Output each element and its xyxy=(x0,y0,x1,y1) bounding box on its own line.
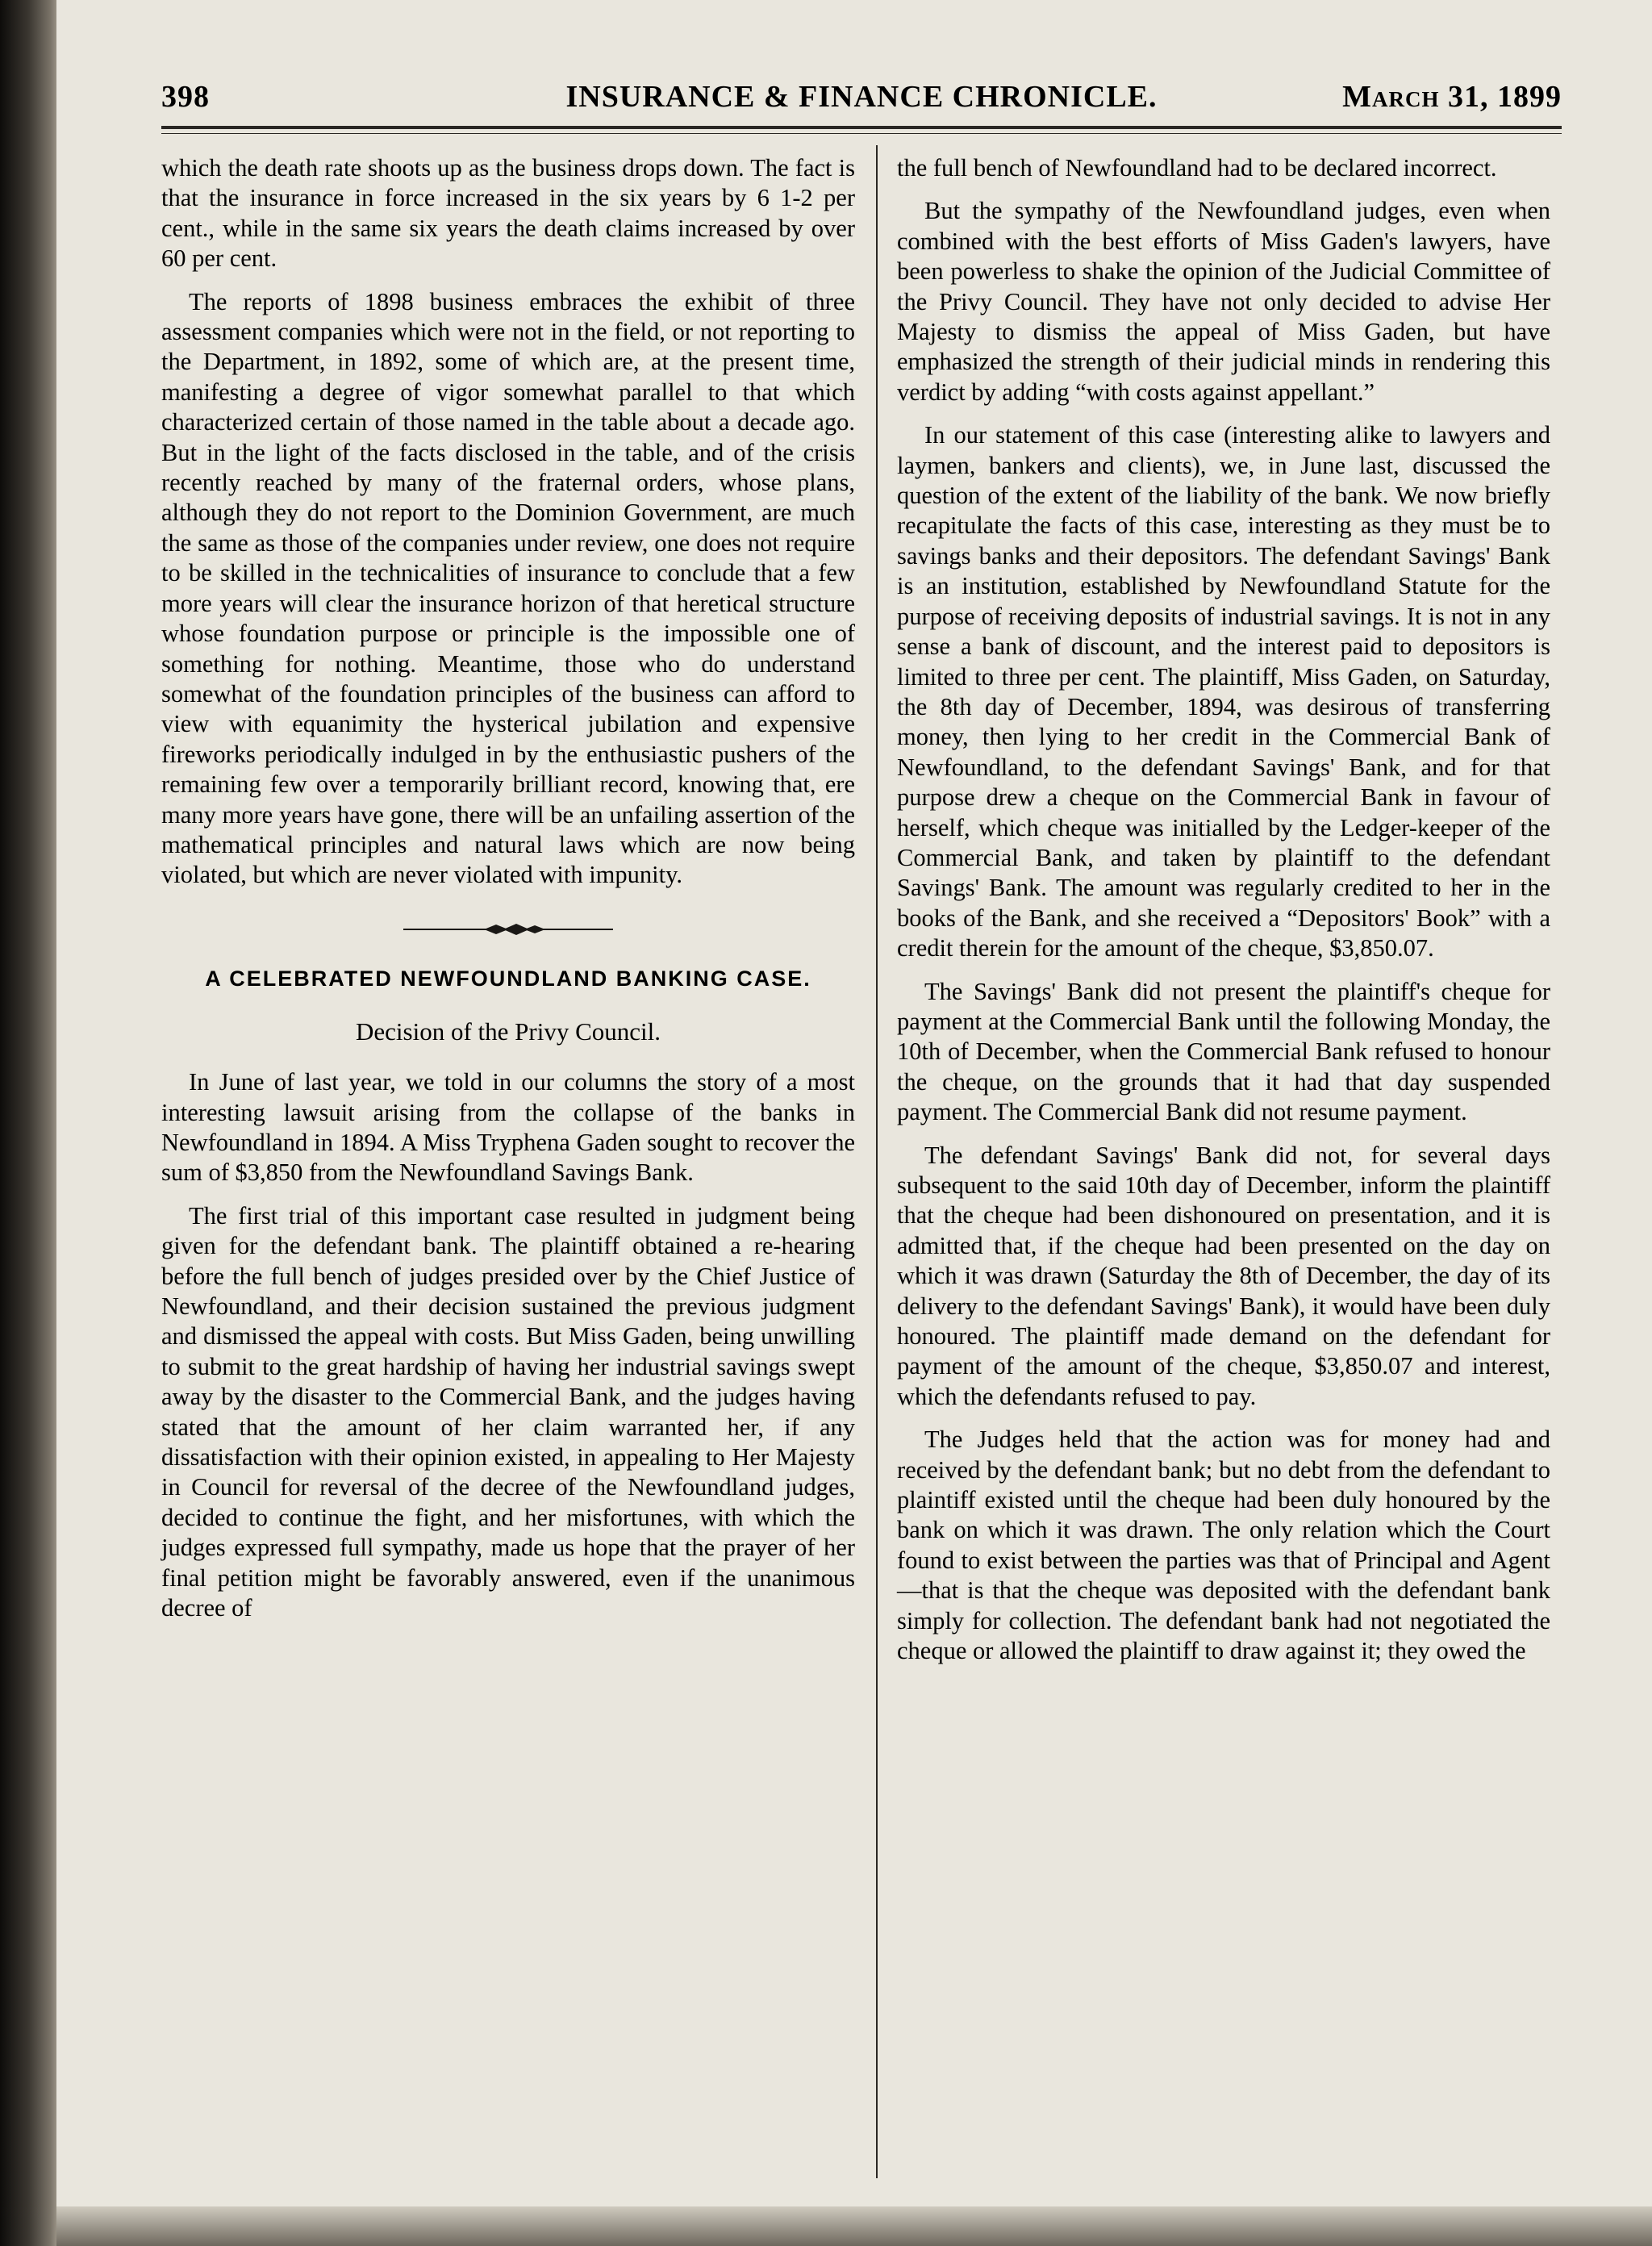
paragraph: In June of last year, we told in our columns the story of a most interesting lawsuit arising from the collapse of the banks in Newfoundland in 1894. A Miss Tryphena Gaden sought to recover the sum of $3,850 from the Newfoundland Savings Bank. xyxy=(161,1068,855,1187)
scan-binding-edge xyxy=(0,0,63,2246)
paragraph: The Savings' Bank did not present the plaintiff's cheque for payment at the Commercial Bank until the following Monday, the 10th of December, when the Commercial Bank refused to honour the cheque, on the grounds that it had that day suspended payment. The Commercial Bank did not resume payment. xyxy=(897,977,1550,1126)
paragraph: In our statement of this case (interesting alike to lawyers and laymen, bankers and clients), we, in June last, discussed the question of the extent of the liability of the bank. We now briefly recapitulate the facts of this case, interesting as they must be to savings banks and their depositors. The defendant Savings' Bank is an institution, established by Newfoundland Statute for the purpose of receiving deposits of industrial savings. It is not in any sense a bank of discount, and the interest paid to depositors is limited to three per cent. The plaintiff, Miss Gaden, on Saturday, the 8th day of December, 1894, was desirous of transferring money, then lying to her credit in the Commercial Bank of Newfoundland, to the defendant Savings' Bank, and for that purpose drew a cheque on the Commercial Bank in favour of herself, which cheque was initialled by the Ledger-keeper of the Commercial Bank, and taken by plaintiff to the defendant Savings' Bank. The amount was regularly credited to her in the books of the Bank, and she received a “Depositors' Book” with a credit therein for the amount of the cheque, $3,850.07. xyxy=(897,421,1550,962)
paragraph: The Judges held that the action was for money had and received by the defendant bank; but no debt from the defendant to plaintiff existed until the cheque had been duly honoured by the bank on which it was drawn. The only relation which the Court found to exist between the parties was that of Principal and Agent—that is that the cheque was deposited with the defendant bank simply for collection. The defendant bank had not negotiated the cheque or allowed the plaintiff to draw against it; they owed the xyxy=(897,1426,1550,1665)
section-divider-ornament xyxy=(403,923,613,936)
scan-bottom-edge xyxy=(56,2206,1652,2246)
paragraph: which the death rate shoots up as the business drops down. The fact is that the insurance in force increased in the six years by 6 1-2 per cent., while in the same six years the death claims increased by over 60 per cent. xyxy=(161,154,855,273)
header-rule-thin xyxy=(161,133,1562,134)
publication-title: INSURANCE & FINANCE CHRONICLE. xyxy=(565,80,1158,114)
paragraph: The defendant Savings' Bank did not, for several days subsequent to the said 10th day of December, inform the plaintiff that the cheque had been dishonoured on presentation, and it is admitted that, if the cheque had been presented on the day on which it was drawn (Saturday the 8th of December, the day of its delivery to the defendant Savings' Bank), it would have been duly honoured. The plaintiff made demand on the defendant for payment of the amount of the cheque, $3,850.07 and interest, which the defendants refused to pay. xyxy=(897,1141,1550,1410)
paragraph: But the sympathy of the Newfoundland judges, even when combined with the best efforts of Miss Gaden's lawyers, have been powerless to shake the opinion of the Judicial Committee of the Privy Council. They have not only decided to advise Her Majesty to dismiss the appeal of Miss Gaden, but have emphasized the strength of their judicial minds in rendering this verdict by adding “with costs against appellant.” xyxy=(897,197,1550,406)
paragraph: The first trial of this important case resulted in judgment being given for the defendant bank. The plaintiff obtained a re-hearing before the full bench of judges presided over by the Chief Justice of Newfoundland, and their decision sustained the previous judgment and dismissed the appeal with costs. But Miss Gaden, being unwilling to submit to the great hardship of having her industrial savings swept away by the disaster to the Commercial Bank, and the judges having stated that the amount of her claim warranted her, if any dissatisfaction with their opinion existed, in appealing to Her Majesty in Council for reversal of the decree of the Newfoundland judges, decided to continue the fight, and her misfortunes, with which the judges expressed full sympathy, made us hope that the prayer of her final petition might be favorably answered, even if the unanimous decree of xyxy=(161,1201,855,1622)
right-column xyxy=(897,153,1550,1680)
paragraph: the full bench of Newfoundland had to be declared incorrect. xyxy=(897,154,1497,182)
article-subtitle: Decision of the Privy Council. xyxy=(356,1017,661,1046)
page-header xyxy=(161,79,1562,127)
left-column xyxy=(161,153,855,1636)
issue-date: March 31, 1899 xyxy=(1342,80,1562,114)
article-title: A CELEBRATED NEWFOUNDLAND BANKING CASE. xyxy=(205,966,811,991)
header-rule-thick xyxy=(161,126,1562,129)
paragraph: The reports of 1898 business embraces the exhibit of three assessment companies which were not in the field, or not reporting to the Department, in 1892, some of which are, at the present time, manifesting a degree of vigor somewhat parallel to that which characterized certain of those named in the table about a decade ago. But in the light of the facts disclosed in the table, and of the crisis recently reached by many of the fraternal orders, whose plans, although they do not report to the Dominion Government, are much the same as those of the companies under review, one does not require to be skilled in the technicalities of insurance to conclude that a few more years will clear the insurance horizon of that heretical structure whose foundation purpose or principle is the impossible one of something for nothing. Meantime, those who do understand somewhat of the foundation principles of the business can afford to view with equanimity the hysterical jubilation and expensive fireworks periodically indulged in by the enthusiastic pushers of the remaining few over a temporarily brilliant record, knowing that, ere many more years have gone, there will be an unfailing assertion of the mathematical principles and natural laws which are now being violated, but which are never violated with impunity. xyxy=(161,287,855,889)
page-number: 398 xyxy=(161,80,210,114)
column-divider xyxy=(876,145,878,2178)
